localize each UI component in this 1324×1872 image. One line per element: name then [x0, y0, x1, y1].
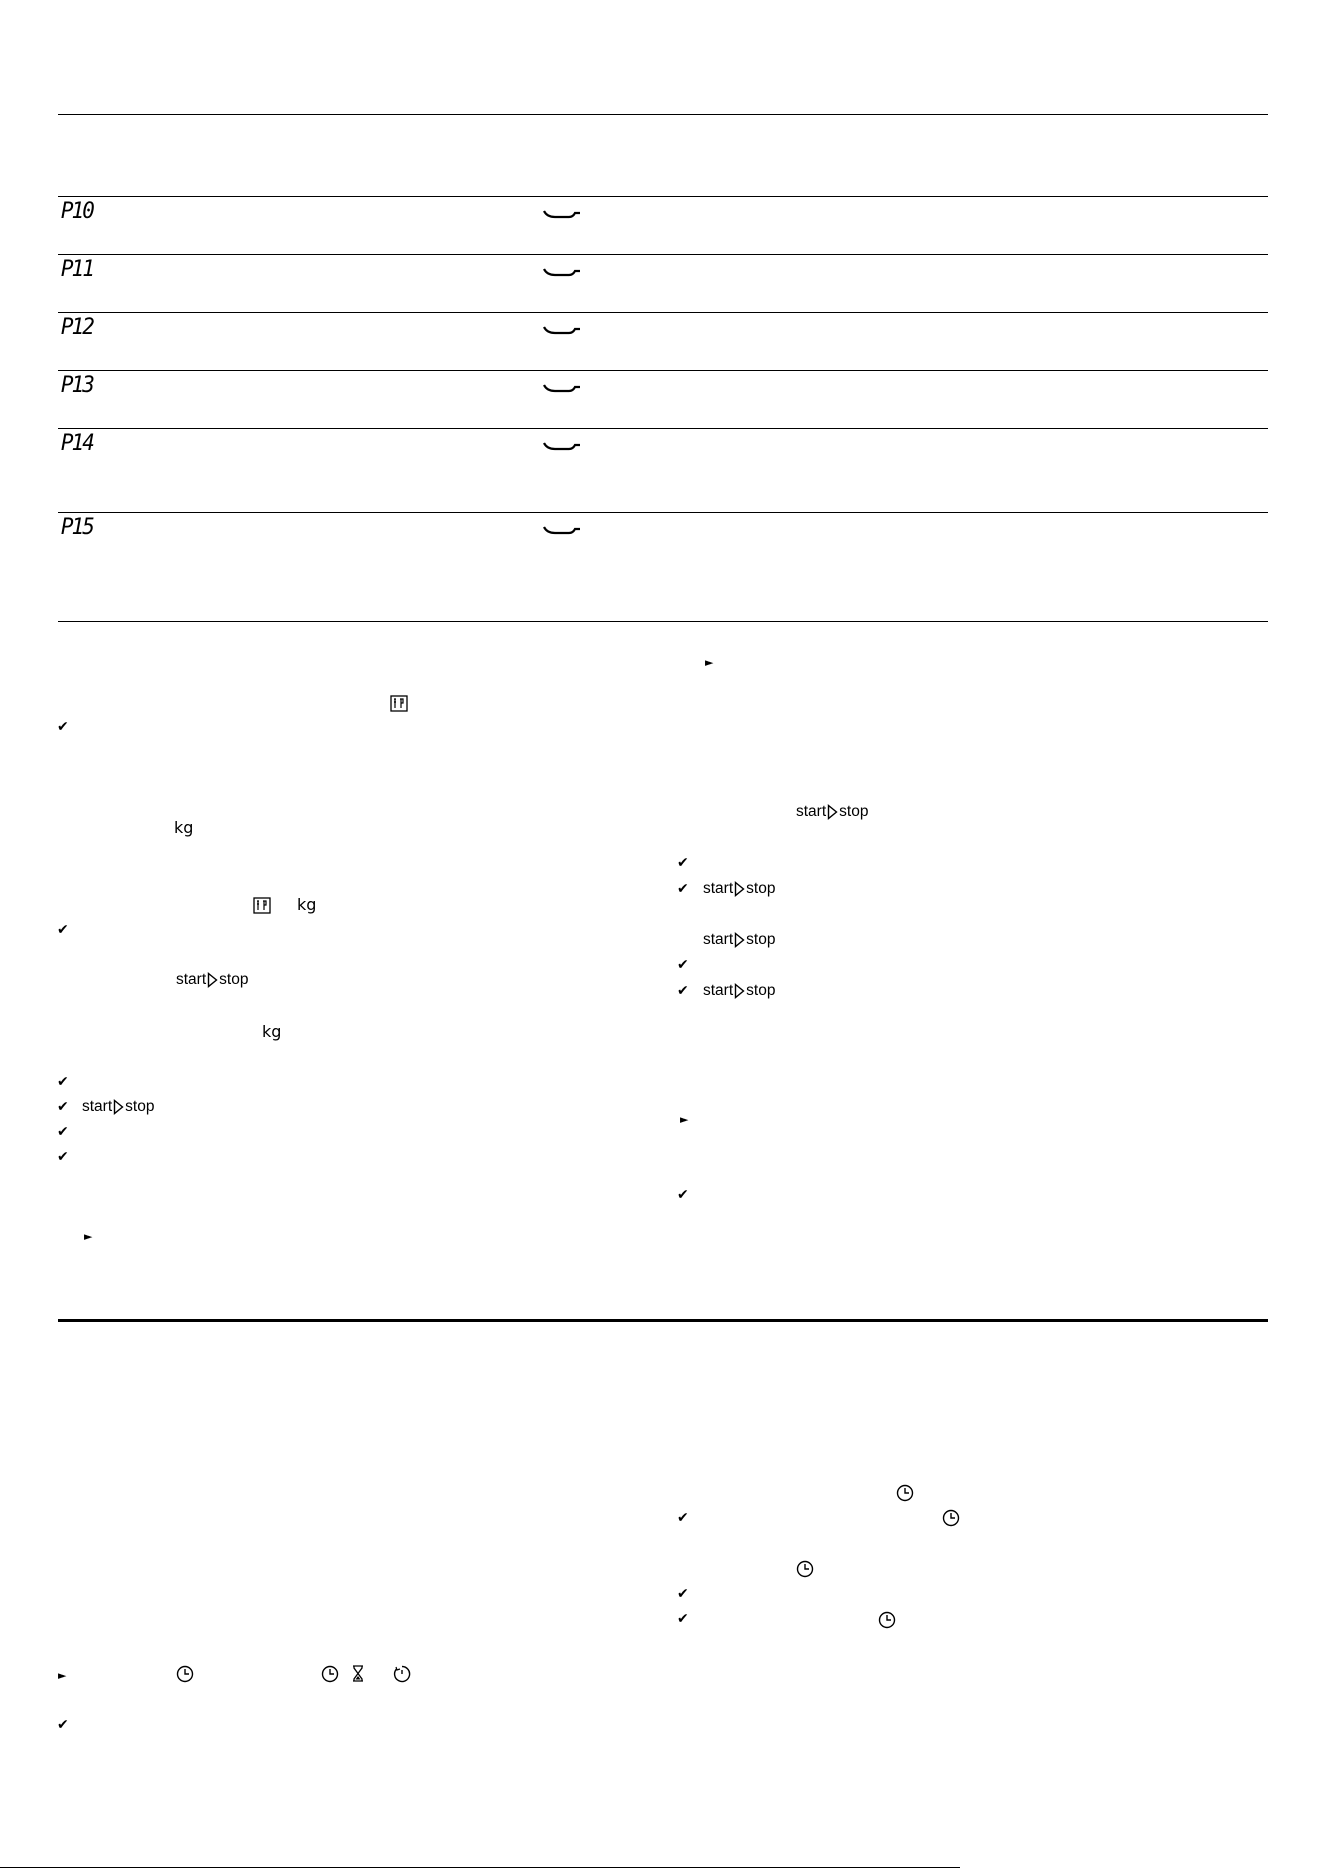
check-icon: ✔ — [57, 1099, 69, 1115]
play-icon — [734, 932, 745, 948]
instruction-arrow-icon: ► — [705, 656, 714, 669]
timer-icon — [393, 1665, 411, 1683]
kg-symbol: kg — [262, 1022, 282, 1041]
table-row-rule — [58, 312, 1268, 313]
kg-symbol: kg — [297, 895, 317, 914]
start-stop-button-symbol: start stop — [703, 931, 776, 948]
instruction-arrow-icon: ► — [680, 1113, 689, 1126]
check-icon: ✔ — [677, 881, 689, 897]
section-divider — [58, 1319, 1268, 1322]
clock-icon — [321, 1665, 339, 1683]
program-menu-icon — [253, 897, 271, 914]
clock-icon — [176, 1665, 194, 1683]
play-icon — [207, 972, 218, 988]
check-icon: ✔ — [677, 855, 689, 871]
rack-level-icon — [543, 321, 581, 335]
check-icon: ✔ — [57, 1074, 69, 1090]
program-code: P13 — [60, 373, 93, 398]
program-menu-icon — [390, 695, 408, 712]
play-icon — [827, 804, 838, 820]
rack-level-icon — [543, 379, 581, 393]
clock-icon — [896, 1484, 914, 1502]
start-stop-button-symbol: start stop — [796, 803, 869, 820]
kg-symbol: kg — [174, 818, 194, 837]
check-icon: ✔ — [57, 1124, 69, 1140]
table-top-rule — [58, 114, 1268, 115]
table-row-rule — [58, 512, 1268, 513]
program-code: P14 — [60, 431, 93, 456]
program-code: P10 — [60, 199, 93, 224]
clock-icon — [796, 1560, 814, 1578]
rack-level-icon — [543, 263, 581, 277]
program-code: P15 — [60, 515, 93, 540]
clock-icon — [878, 1611, 896, 1629]
instruction-arrow-icon: ► — [84, 1230, 93, 1243]
clock-icon — [942, 1509, 960, 1527]
footer-rule — [0, 1867, 960, 1868]
rack-level-icon — [543, 205, 581, 219]
check-icon: ✔ — [57, 1717, 69, 1733]
start-stop-button-symbol: start stop — [176, 971, 249, 988]
start-stop-button-symbol: start stop — [703, 982, 776, 999]
start-stop-button-symbol: start stop — [703, 880, 776, 897]
check-icon: ✔ — [677, 1510, 689, 1526]
play-icon — [113, 1099, 124, 1115]
play-icon — [734, 983, 745, 999]
check-icon: ✔ — [677, 1611, 689, 1627]
hourglass-icon — [352, 1665, 364, 1682]
check-icon: ✔ — [677, 983, 689, 999]
check-icon: ✔ — [677, 1586, 689, 1602]
table-bottom-rule — [58, 621, 1268, 622]
rack-level-icon — [543, 437, 581, 451]
table-row-rule — [58, 254, 1268, 255]
start-stop-button-symbol: start stop — [82, 1098, 155, 1115]
check-icon: ✔ — [57, 1149, 69, 1165]
play-icon — [734, 881, 745, 897]
check-icon: ✔ — [57, 719, 69, 735]
check-icon: ✔ — [57, 922, 69, 938]
program-code: P12 — [60, 315, 93, 340]
instruction-arrow-icon: ► — [58, 1669, 67, 1682]
program-code: P11 — [60, 257, 93, 282]
table-header-rule — [58, 196, 1268, 197]
rack-level-icon — [543, 521, 581, 535]
check-icon: ✔ — [677, 957, 689, 973]
table-row-rule — [58, 370, 1268, 371]
table-row-rule — [58, 428, 1268, 429]
check-icon: ✔ — [677, 1187, 689, 1203]
